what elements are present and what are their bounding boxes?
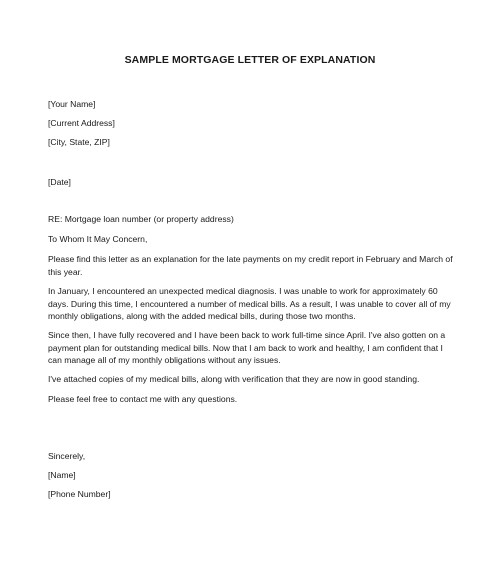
letter-title: SAMPLE MORTGAGE LETTER OF EXPLANATION <box>124 54 376 66</box>
sender-address: [Current Address] <box>48 118 115 128</box>
paragraph-contact: Please feel free to contact me with any questions. <box>48 394 238 404</box>
letter-date: [Date] <box>48 177 71 187</box>
paragraph-recovery: Since then, I have fully recovered and I have been back to work full-time since April. I've also gotten on a payment plan for outstanding medical bills. Now that I am back to work and healthy, I am confident that I can manage all of my monthly obligations without any issues. <box>48 330 446 366</box>
salutation: To Whom It May Concern, <box>48 234 148 244</box>
paragraph-attachments: I've attached copies of my medical bills, along with verification that they are now in good standing. <box>48 374 420 384</box>
paragraph-medical-diagnosis: In January, I encountered an unexpected medical diagnosis. I was unable to work for approximately 60 days. During this time, I encountered a number of medical bills. As a result, I was unable to cover all of my monthly obligations, along with the added medical bills, during those two months. <box>48 286 451 322</box>
closing: Sincerely, <box>48 451 86 461</box>
sender-city-state-zip: [City, State, ZIP] <box>48 137 110 147</box>
sender-name: [Your Name] <box>48 99 96 109</box>
re-line: RE: Mortgage loan number (or property address) <box>48 214 234 224</box>
signature-name: [Name] <box>48 470 76 480</box>
signature-phone: [Phone Number] <box>48 489 111 499</box>
paragraph-late-payments: Please find this letter as an explanation for the late payments on my credit report in February and March of this year. <box>48 254 453 277</box>
